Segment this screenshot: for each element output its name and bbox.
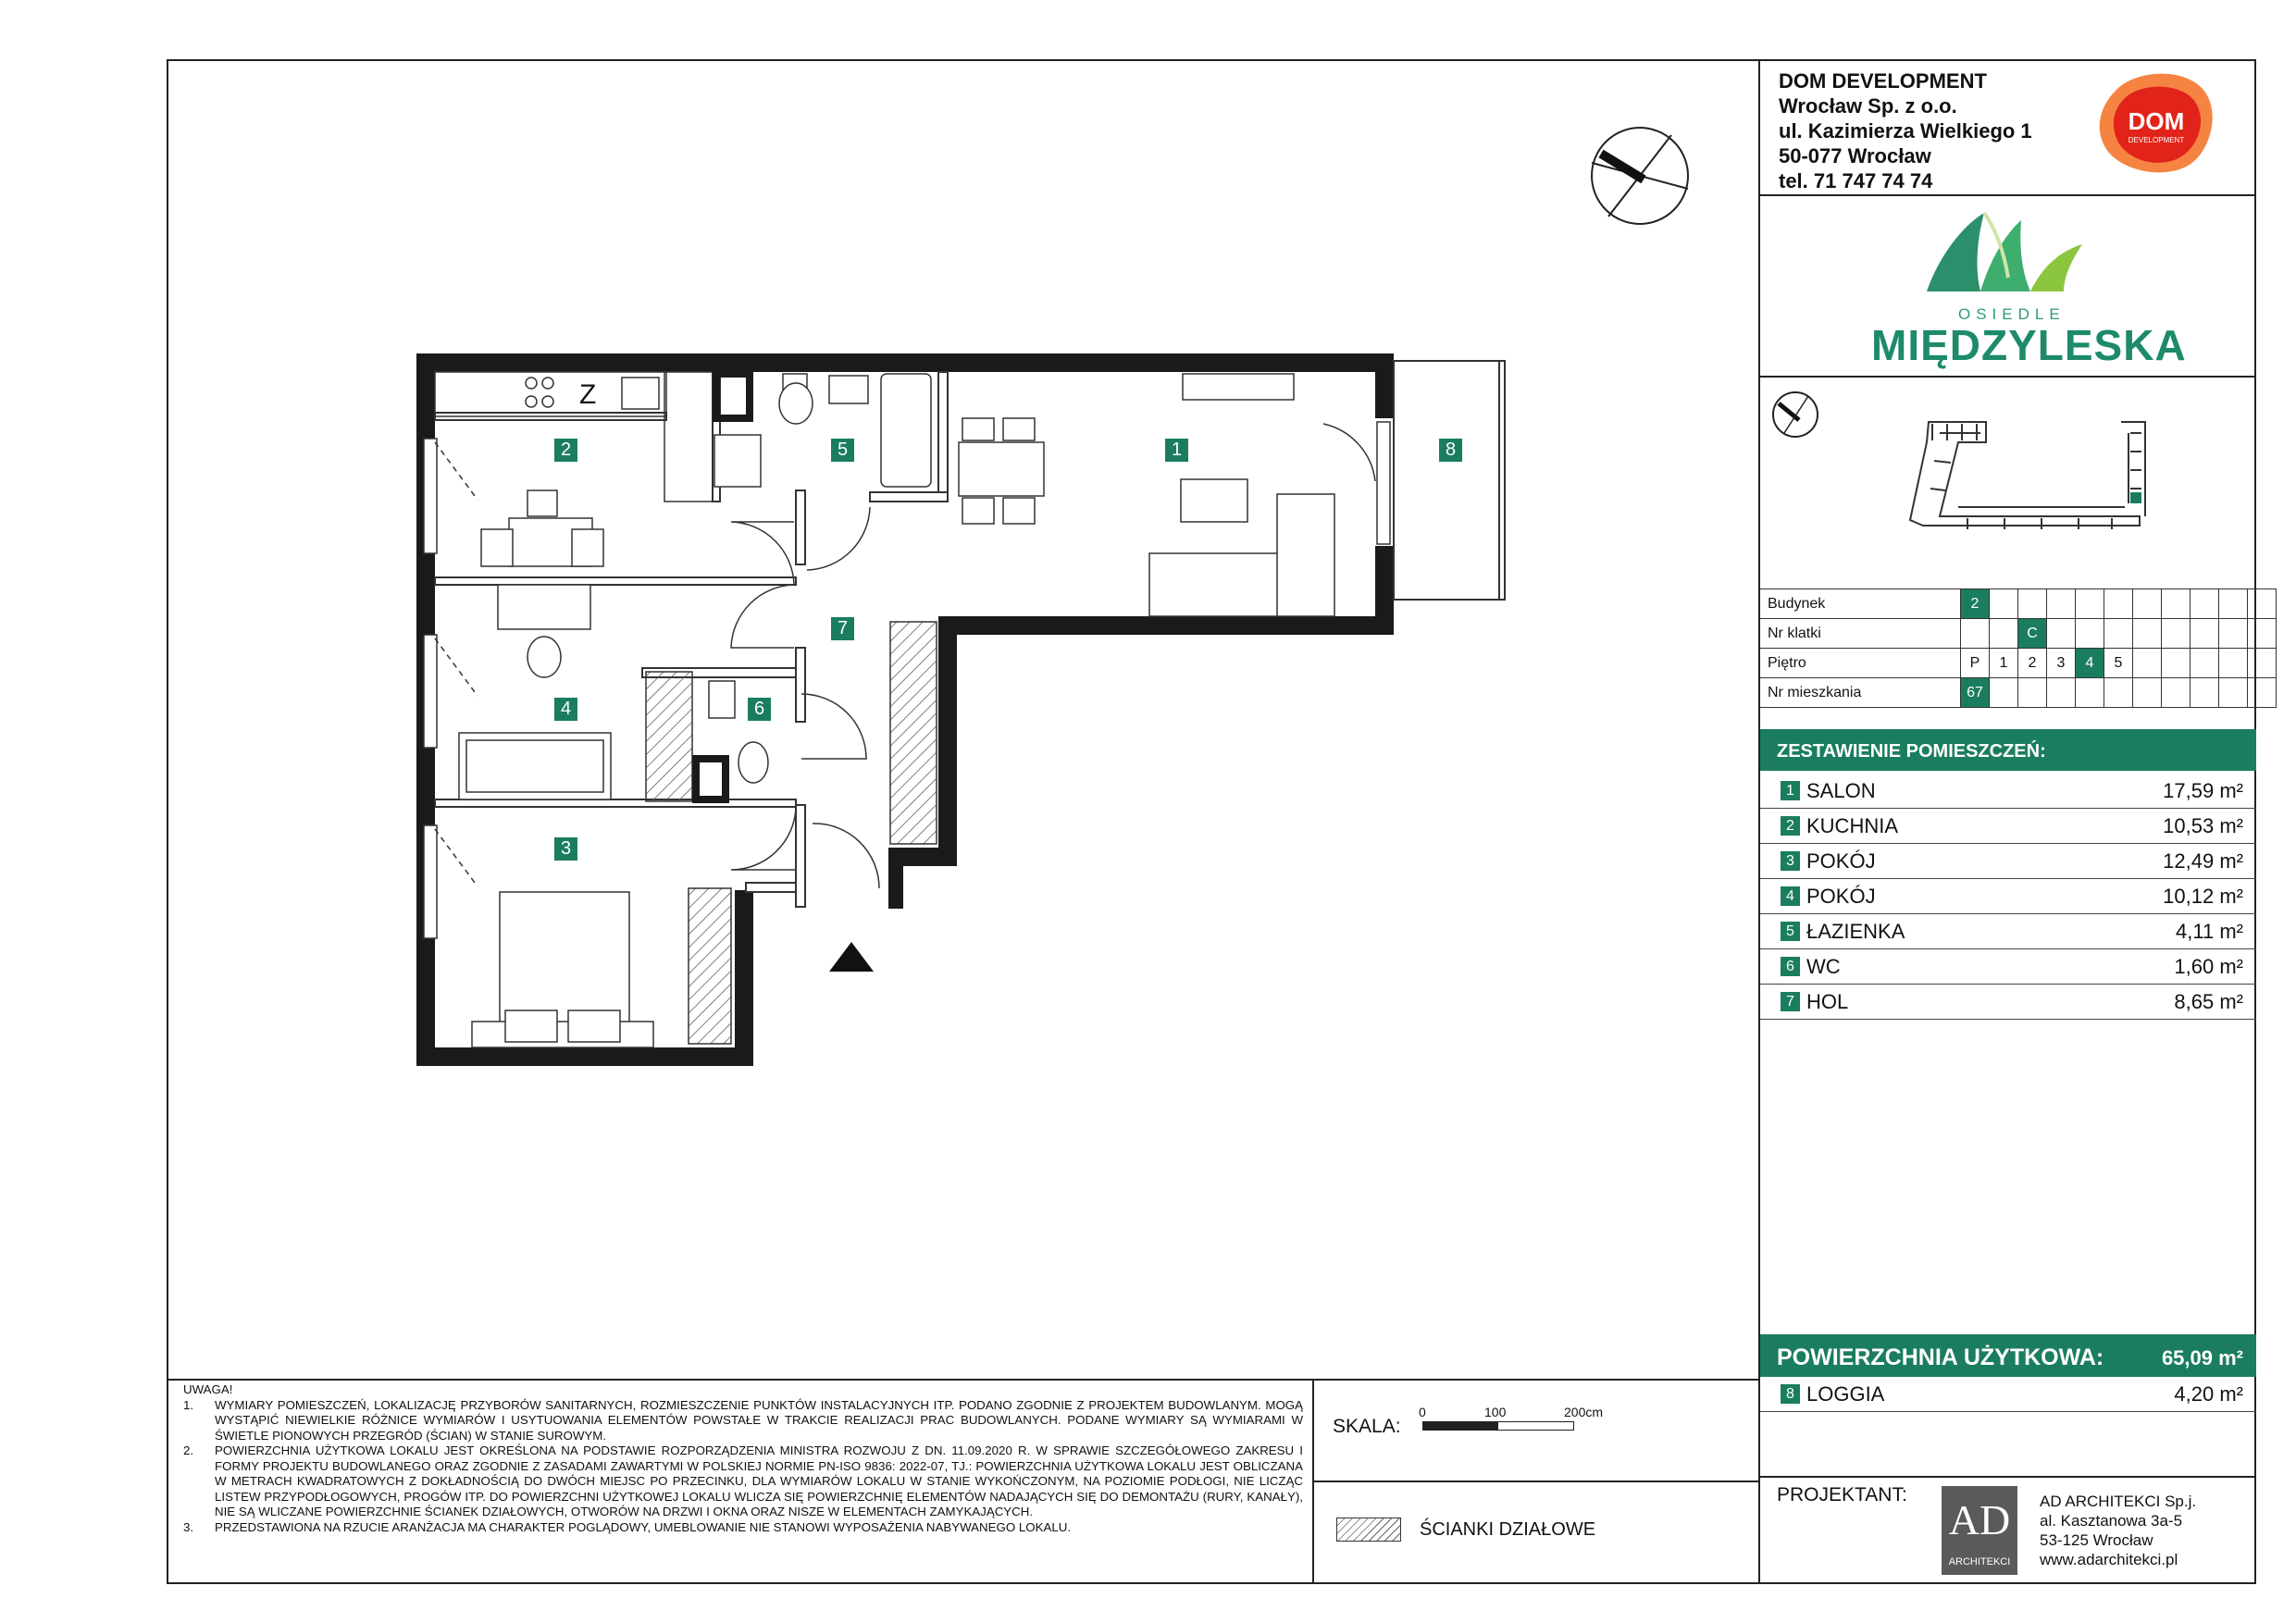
info-cell <box>2076 589 2104 619</box>
note-text: PRZEDSTAWIONA NA RZUCIE ARANŻACJA MA CHARAKTER POGLĄDOWY, UMEBLOWANIE NIE STANOWI WYPOSAŻENIA NABYWANEGO LOKALU. <box>215 1519 1072 1534</box>
room-area: 1,60 m² <box>2174 955 2243 978</box>
info-cell <box>2047 619 2076 649</box>
info-cell <box>2162 589 2191 619</box>
scale-label: SKALA: <box>1333 1416 1401 1437</box>
plan-label-hol: 7 <box>831 617 854 640</box>
info-cell <box>2047 678 2076 708</box>
loggia-row <box>1760 1377 2256 1412</box>
room-area: 17,59 m² <box>2163 779 2243 802</box>
info-cell: C <box>2018 619 2047 649</box>
entrance-arrow-icon <box>829 942 874 972</box>
info-row <box>1760 649 2277 678</box>
note-index: 1. <box>183 1397 194 1412</box>
rooms-list <box>1760 774 2256 1020</box>
plan-label-pokoj-3: 3 <box>554 837 577 861</box>
room-area: 8,65 m² <box>2174 990 2243 1013</box>
info-cell <box>2191 678 2219 708</box>
info-cell: 1 <box>1990 649 2018 678</box>
usable-area-label: POWIERZCHNIA UŻYTKOWA: <box>1777 1344 2104 1370</box>
partition-wall-swatch <box>1336 1518 1401 1542</box>
notes-title: UWAGA! <box>183 1382 233 1396</box>
info-cell <box>1990 619 2018 649</box>
room-row <box>1760 844 2256 879</box>
scale-tick-0: 0 <box>1419 1405 1426 1419</box>
compass-small-icon <box>1771 390 1819 439</box>
loggia-num: 8 <box>1781 1384 1800 1404</box>
info-row <box>1760 678 2277 708</box>
info-cell <box>2219 619 2248 649</box>
divider <box>1312 1481 1760 1482</box>
room-num: 5 <box>1781 922 1800 941</box>
room-row <box>1760 879 2256 914</box>
ad-logo-sub: ARCHITEKCI <box>1948 1556 2011 1567</box>
info-cell: 4 <box>2076 649 2104 678</box>
room-row <box>1760 809 2256 844</box>
info-label: Nr klatki <box>1760 619 1961 649</box>
info-cell <box>1961 619 1990 649</box>
room-num: 2 <box>1781 816 1800 836</box>
scale-bar <box>1422 1421 1574 1431</box>
designer-label: PROJEKTANT: <box>1777 1484 1907 1505</box>
usable-area-bar <box>1760 1334 2256 1377</box>
ad-logo-text: AD <box>1948 1496 2011 1543</box>
logo-subtext: DEVELOPMENT <box>2128 136 2185 144</box>
brand-subtitle: OSIEDLE <box>1958 305 2066 323</box>
info-cell: 2 <box>1961 589 1990 619</box>
room-row <box>1760 949 2256 985</box>
info-cell <box>2162 619 2191 649</box>
room-row <box>1760 914 2256 949</box>
info-cell: 2 <box>2018 649 2047 678</box>
company-info <box>1779 68 2032 193</box>
info-cell <box>2191 589 2219 619</box>
info-cell <box>2219 678 2248 708</box>
scale-tick-200: 200cm <box>1564 1405 1604 1419</box>
info-cell <box>2219 589 2248 619</box>
company-line2: Wrocław Sp. z o.o. <box>1779 94 1957 118</box>
info-cell <box>2104 678 2133 708</box>
info-cell <box>2191 649 2219 678</box>
room-num: 3 <box>1781 851 1800 871</box>
room-num: 6 <box>1781 957 1800 976</box>
info-cell <box>2104 589 2133 619</box>
room-area: 4,11 m² <box>2176 920 2243 943</box>
notes <box>183 1382 1303 1535</box>
info-cell <box>2133 589 2162 619</box>
info-cell <box>2076 619 2104 649</box>
note-index: 2. <box>183 1443 194 1457</box>
info-row <box>1760 619 2277 649</box>
room-area: 10,12 m² <box>2163 885 2243 908</box>
loggia-name: LOGGIA <box>1806 1382 1885 1406</box>
designer-street: al. Kasztanowa 3a-5 <box>2040 1512 2183 1530</box>
info-cell <box>2018 678 2047 708</box>
room-name: ŁAZIENKA <box>1806 920 1905 943</box>
note-text: WYMIARY POMIESZCZEŃ, LOKALIZACJĘ PRZYBORÓW SANITARNYCH, ROZMIESZCZENIE PUNKTÓW INSTALACYJNYCH ITP. PODANO ZGODNIE Z PROJEKTEM BUDOWLANYM. MOGĄ WYSTĄPIĆ NIEWIELKIE RÓŻNICE WYMIARÓW I USYTUOWANIA ELEMENTÓW POWSTAŁE W TRAKCIE REALIZACJI PRAC BUDOWLANYCH. PODANE WYMIARY SĄ WYMIARAMI W ŚWIETLE PIONOWYCH PRZEGRÓD (ŚCIAN) W STANIE SUROWYM. <box>215 1397 1303 1443</box>
room-name: WC <box>1806 955 1841 978</box>
info-cell: 67 <box>1961 678 1990 708</box>
loggia-row-wrap <box>1760 1377 2256 1412</box>
info-cell <box>2018 589 2047 619</box>
room-name: HOL <box>1806 990 1849 1013</box>
rooms-header-label: ZESTAWIENIE POMIESZCZEŃ: <box>1777 741 2046 762</box>
divider <box>167 1379 1760 1381</box>
note-item <box>183 1520 1303 1536</box>
plan-symbol: Z <box>579 379 597 410</box>
room-name: KUCHNIA <box>1806 814 1899 837</box>
room-name: POKÓJ <box>1806 885 1876 908</box>
brand-name: MIĘDZYLESKA <box>1871 321 2187 369</box>
loggia-area: 4,20 m² <box>2174 1382 2243 1406</box>
company-city: 50-077 Wrocław <box>1779 144 1931 167</box>
room-num: 4 <box>1781 886 1800 906</box>
dom-development-logo <box>2093 70 2219 176</box>
info-label: Nr mieszkania <box>1760 678 1961 708</box>
plan-label-kuchnia: 2 <box>554 439 577 462</box>
info-cell <box>2248 619 2277 649</box>
info-cell <box>2162 649 2191 678</box>
plan-label-salon: 1 <box>1165 439 1188 462</box>
info-cell <box>2248 678 2277 708</box>
info-cell <box>1990 589 2018 619</box>
ad-architekci-logo <box>1942 1486 2017 1575</box>
info-cell <box>2133 678 2162 708</box>
legend-label: ŚCIANKI DZIAŁOWE <box>1420 1519 1596 1540</box>
room-name: SALON <box>1806 779 1876 802</box>
compass-icon <box>1590 126 1690 226</box>
room-num: 1 <box>1781 781 1800 800</box>
room-row <box>1760 985 2256 1020</box>
info-cell <box>2219 649 2248 678</box>
divider <box>1758 376 2256 378</box>
scale-tick-100: 100 <box>1484 1405 1507 1419</box>
designer-info <box>2040 1492 2196 1569</box>
usable-area-value: 65,09 m² <box>2161 1346 2243 1369</box>
note-text: POWIERZCHNIA UŻYTKOWA LOKALU JEST OKREŚLONA NA PODSTAWIE ROZPORZĄDZENIA MINISTRA ROZWOJU Z DN. 11.09.2020 R. W SPRAWIE SZCZEGÓŁOWEGO ZAKRESU I FORMY PROJEKTU BUDOWLANEGO ORAZ ZGODNIE Z ZASADAMI ZAWARTYMI W POLSKIEJ NORMIE PN-ISO 9836: 2022-07, TJ.: POWIERZCHNIA UŻYTKOWA LOKALU JEST OBLICZANA W METRACH KWADRATOWYCH Z DOKŁADNOŚCIĄ DO DWÓCH MIEJSC PO PRZECINKU, DLA WYMIARÓW LOKALU W STANIE WYKOŃCZONYM, NA POZIOMIE PODŁOGI, NIE LICZĄC LISTEW PRZYPODŁOGOWYCH, PROGÓW ITP. DO POWIERZCHNI UŻYTKOWEJ LOKALU WLICZA SIĘ POWIERZCHNIĘ ELEMENTÓW NADAJĄCYCH SIĘ DO DEMONTAŻU (RURY, KANAŁY), NIE SĄ WLICZANE POWIERZCHNIE ŚCIANEK DZIAŁOWYCH, OTWORÓW NA DRZWI I OKNA ORAZ NISZE W ELEMENTACH ZAMYKAJĄCYCH. <box>215 1443 1303 1518</box>
info-label: Piętro <box>1760 649 1961 678</box>
room-area: 10,53 m² <box>2163 814 2243 837</box>
room-row <box>1760 774 2256 809</box>
plan-label-lazienka: 5 <box>831 439 854 462</box>
plan-label-pokoj-4: 4 <box>554 698 577 721</box>
apartment-info-table <box>1760 588 2277 708</box>
info-row <box>1760 589 2277 619</box>
site-key-plan <box>1903 415 2162 559</box>
note-item <box>183 1398 1303 1444</box>
rooms-header <box>1760 729 2256 771</box>
info-cell: P <box>1961 649 1990 678</box>
plan-label-loggia: 8 <box>1439 439 1462 462</box>
plan-label-wc: 6 <box>748 698 771 721</box>
info-cell <box>2047 589 2076 619</box>
info-cell <box>2248 589 2277 619</box>
info-cell <box>2248 649 2277 678</box>
room-name: POKÓJ <box>1806 849 1876 873</box>
info-label: Budynek <box>1760 589 1961 619</box>
company-phone: tel. 71 747 74 74 <box>1779 169 1933 192</box>
company-street: ul. Kazimierza Wielkiego 1 <box>1779 119 2032 142</box>
info-cell: 3 <box>2047 649 2076 678</box>
info-cell <box>2191 619 2219 649</box>
info-cell <box>2162 678 2191 708</box>
note-item <box>183 1443 1303 1520</box>
company-name: DOM DEVELOPMENT <box>1779 69 1987 93</box>
logo-text: DOM <box>2128 107 2185 135</box>
info-cell <box>2076 678 2104 708</box>
designer-city: 53-125 Wrocław <box>2040 1531 2153 1549</box>
room-num: 7 <box>1781 992 1800 1011</box>
room-area: 12,49 m² <box>2163 849 2243 873</box>
designer-name: AD ARCHITEKCI Sp.j. <box>2040 1493 2197 1510</box>
divider <box>1758 194 2256 196</box>
note-index: 3. <box>183 1519 194 1534</box>
info-cell <box>2133 649 2162 678</box>
divider <box>1758 1476 2256 1478</box>
info-cell <box>2104 619 2133 649</box>
info-cell <box>1990 678 2018 708</box>
osiedle-logo-icon <box>1919 204 2095 296</box>
info-cell: 5 <box>2104 649 2133 678</box>
designer-web: www.adarchitekci.pl <box>2040 1551 2178 1568</box>
info-cell <box>2133 619 2162 649</box>
